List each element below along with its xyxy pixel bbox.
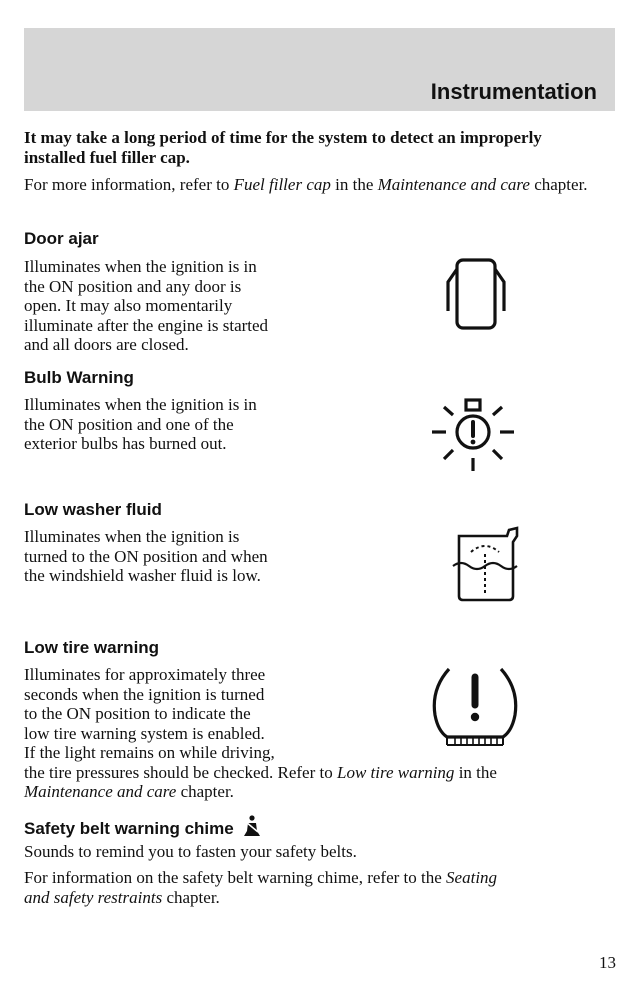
bulb-warning-text <box>24 395 364 454</box>
text-segment: For information on the safety belt warning chime, refer to the <box>24 868 447 887</box>
fuel-cap-warning: It may take a long period of time for the system to detect an improperly installed fuel filler cap. <box>24 128 542 167</box>
ref-prefix: For more information, refer to <box>24 175 234 194</box>
door-ajar-icon <box>440 256 512 332</box>
text-line: low tire warning system is enabled. <box>24 723 265 743</box>
page-number: 13 <box>599 953 616 972</box>
text-line: and all doors are closed. <box>24 335 189 354</box>
text-line: exterior bulbs has burned out. <box>24 434 227 453</box>
door-ajar-text <box>24 257 364 355</box>
section-title: Instrumentation <box>430 79 597 104</box>
low-tire-text <box>24 665 614 802</box>
ref-link: Low tire warning <box>336 762 455 782</box>
text-segment: in the <box>454 762 497 782</box>
text-line: to the ON position to indicate the <box>24 704 251 723</box>
low-tire-heading: Low tire warning <box>24 638 160 657</box>
text-segment: the tire pressures should be checked. Refer to <box>24 762 337 782</box>
ref-middle: in the <box>330 175 378 194</box>
ref-chapter: Seating <box>446 868 498 887</box>
text-line: Illuminates when the ignition is in <box>24 257 257 276</box>
door-ajar-heading: Door ajar <box>24 229 99 248</box>
text-line: the ON position and one of the <box>24 414 234 434</box>
safety-belt-reference <box>24 868 614 907</box>
safety-belt-heading-text: Safety belt warning chime <box>24 819 234 838</box>
text-segment: chapter. <box>176 782 234 801</box>
text-line <box>24 868 614 888</box>
ref-suffix: chapter. <box>529 175 588 194</box>
text-line: the ON position and any door is <box>24 276 242 296</box>
text-line: turned to the ON position and when <box>24 546 268 566</box>
text-line: Illuminates for approximately three <box>24 665 266 684</box>
bulb-warning-icon <box>430 395 516 475</box>
text-line <box>24 782 614 802</box>
ref-chapter: Maintenance and care <box>24 782 177 801</box>
fuel-cap-reference <box>24 175 614 195</box>
text-line: Illuminates when the ignition is <box>24 527 240 546</box>
text-segment: chapter. <box>162 887 220 907</box>
text-line <box>24 763 614 783</box>
seatbelt-icon <box>242 815 262 837</box>
ref-link: Fuel filler cap <box>233 175 331 194</box>
text-line: If the light remains on while driving, <box>24 743 275 762</box>
safety-belt-heading <box>24 815 262 839</box>
text-line: Illuminates when the ignition is in <box>24 395 257 414</box>
text-line: open. It may also momentarily <box>24 296 233 315</box>
bulb-warning-heading: Bulb Warning <box>24 368 134 387</box>
header-band <box>24 28 615 111</box>
low-washer-text <box>24 527 364 586</box>
tire-pressure-icon <box>425 665 525 749</box>
text-line: seconds when the ignition is turned <box>24 684 265 704</box>
washer-fluid-icon <box>451 526 523 602</box>
ref-chapter: Maintenance and care <box>377 175 530 194</box>
safety-belt-text: Sounds to remind you to fasten your safety belts. <box>24 842 357 861</box>
low-washer-heading: Low washer fluid <box>24 500 162 519</box>
text-line: the windshield washer fluid is low. <box>24 566 261 585</box>
text-line <box>24 888 614 908</box>
ref-chapter: and safety restraints <box>24 887 163 907</box>
text-line: illuminate after the engine is started <box>24 315 269 335</box>
